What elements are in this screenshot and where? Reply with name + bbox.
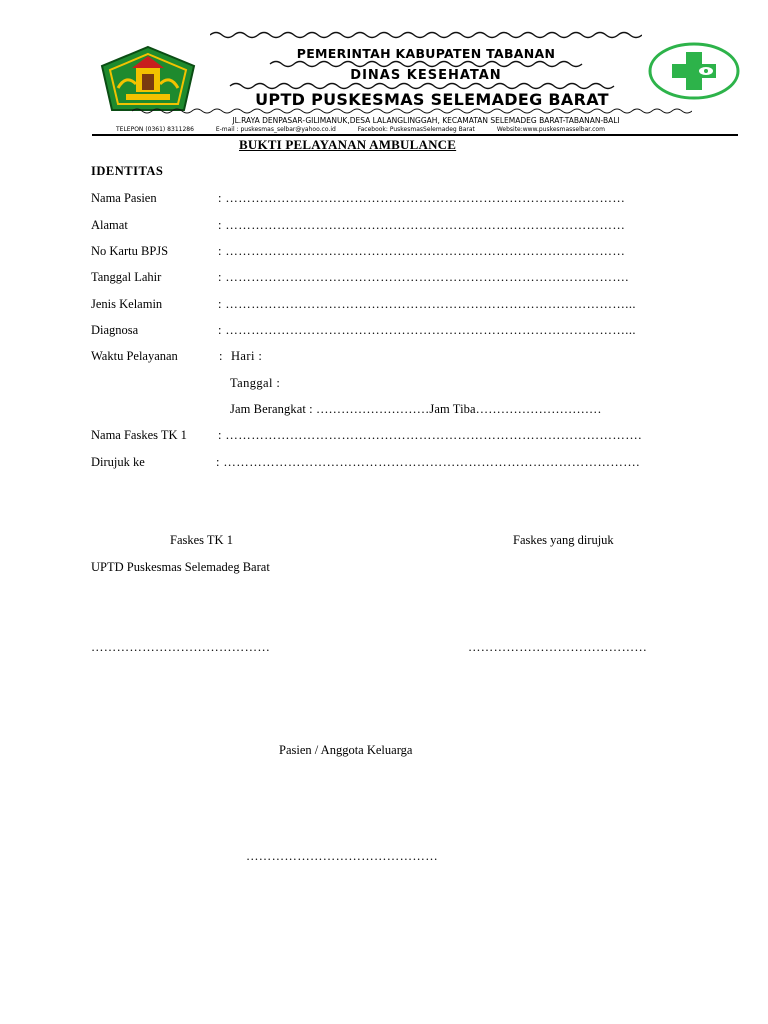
email-text: E-mail : puskesmas_selbar@yahoo.co.id: [215, 126, 336, 133]
letterhead-contact: [116, 126, 736, 133]
puskesmas-cross-logo-icon: [648, 42, 740, 100]
field-fill-line: : …………………………………………………………………………………...: [218, 323, 636, 337]
signature-right-line: ……………………………………: [468, 640, 648, 654]
telepon-text: TELEPON (0361) 8311286: [116, 126, 194, 133]
signature-bottom-title: Pasien / Anggota Keluarga: [279, 743, 413, 757]
field-label: No Kartu BPJS: [91, 244, 169, 258]
tabanan-regency-emblem-icon: [96, 44, 200, 114]
waktu-hari: Hari :: [231, 349, 263, 363]
field-fill-line: : …………………………………………………………………………………: [218, 218, 626, 232]
field-label: Diagnosa: [91, 323, 139, 337]
waktu-jam: Jam Berangkat : ………………………Jam Tiba…………………………: [230, 402, 602, 416]
balinese-script-line: [210, 81, 642, 90]
signature-left-organization: UPTD Puskesmas Selemadeg Barat: [91, 560, 270, 574]
signature-left-title: Faskes TK 1: [170, 533, 233, 547]
field-fill-line: : …………………………………………………………………………………….: [216, 455, 640, 469]
letterhead-line-3: UPTD PUSKESMAS SELEMADEG BARAT: [255, 90, 609, 109]
signature-right-title: Faskes yang dirujuk: [513, 533, 614, 547]
letterhead-line-1: PEMERINTAH KABUPATEN TABANAN: [296, 46, 556, 61]
balinese-script-line: [132, 107, 692, 114]
document-title: BUKTI PELAYANAN AMBULANCE: [239, 137, 457, 152]
field-colon: :: [219, 349, 223, 363]
letterhead: [92, 28, 738, 136]
facebook-text: Facebook: PuskesmasSelemadeg Barat: [357, 126, 475, 133]
balinese-script-line: [210, 30, 642, 39]
field-fill-line: : ………………………………………………………………………………….: [218, 270, 629, 284]
field-fill-line: : …………………………………………………………………………………….: [218, 428, 642, 442]
field-fill-line: : …………………………………………………………………………………: [218, 244, 626, 258]
field-label: Alamat: [91, 218, 128, 232]
letterhead-address: JL.RAYA DENPASAR-GILIMANUK,DESA LALANGLINGGAH, KECAMATAN SELEMADEG BARAT-TABANAN-BALI: [232, 116, 620, 125]
letterhead-line-2: DINAS KESEHATAN: [350, 68, 502, 83]
field-fill-line: : …………………………………………………………………………………: [218, 191, 626, 205]
field-label: Dirujuk ke: [91, 455, 145, 469]
field-fill-line: : …………………………………………………………………………………...: [218, 297, 636, 311]
field-label: Nama Pasien: [91, 191, 157, 205]
field-label: Tanggal Lahir: [91, 270, 162, 284]
signature-bottom-line: ………………………………………: [246, 849, 438, 863]
field-label: Waktu Pelayanan: [91, 349, 178, 363]
section-title: IDENTITAS: [91, 164, 164, 178]
signature-left-line: ……………………………………: [91, 640, 271, 654]
letterhead-divider: [92, 134, 738, 136]
field-label: Jenis Kelamin: [91, 297, 163, 311]
website-text: Website:www.puskesmasselbar.com: [496, 126, 605, 133]
field-label: Nama Faskes TK 1: [91, 428, 187, 442]
waktu-tanggal: Tanggal :: [230, 376, 281, 390]
balinese-script-line: [210, 59, 642, 68]
